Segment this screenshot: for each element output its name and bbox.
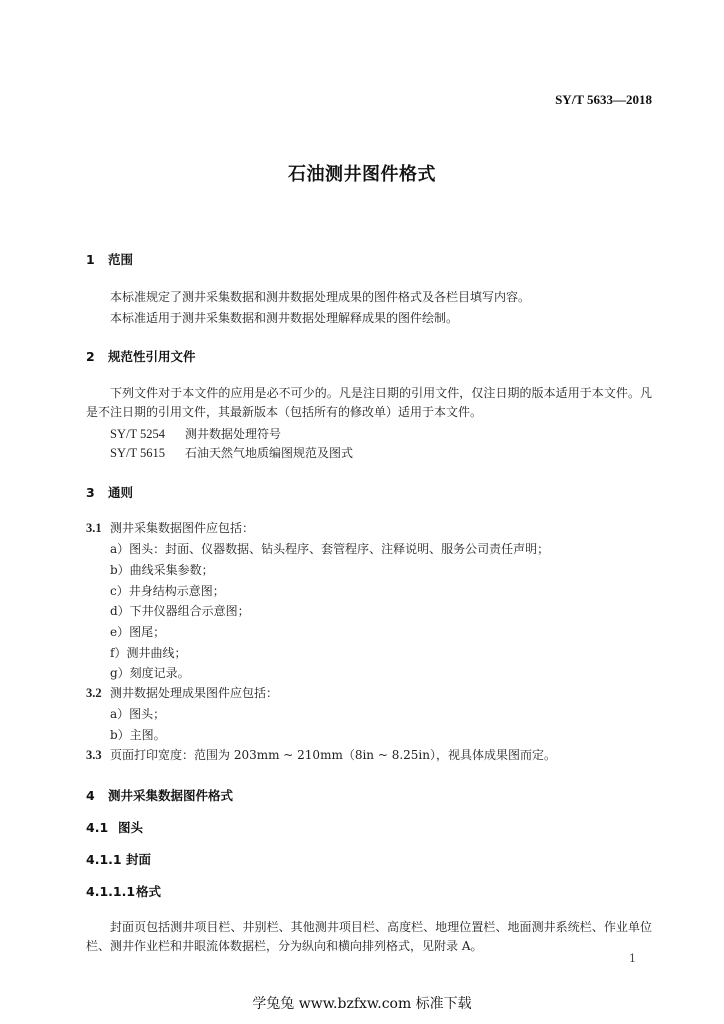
reference-code: SY/T 5615 [110,446,165,460]
section-number: 4.1 [86,820,109,835]
list-item: f）测井曲线； [110,646,187,660]
list-item: g）刻度记录。 [110,666,190,680]
section-4-1-1-heading [86,850,151,868]
list-item: a）图头； [110,707,166,721]
footer-watermark: 学兔兔 www.bzfxw.com 标准下载 [252,996,472,1012]
clause-number: 3.3 [86,748,102,762]
clause-3-3 [86,746,556,765]
section-number: 4.1.1.1 [86,884,136,899]
document-title: 石油测井图件格式 [288,164,436,185]
section-1-heading [86,250,133,268]
list-item: a）图头：封面、仪器数据、钻头程序、套管程序、注释说明、服务公司责任声明； [110,542,550,556]
clause-number: 3.2 [86,686,102,700]
reference-item [110,425,281,444]
clause-3-2 [86,684,278,703]
reference-name: 石油天然气地质编图规范及图式 [185,446,354,460]
clause-text: 测井采集数据图件应包括： [110,521,255,535]
section-title: 范围 [108,252,134,267]
clause-text: 页面打印宽度：范围为 203mm ~ 210mm（8in ~ 8.25in），视具体成果图而定。 [110,748,556,762]
section-3-heading [86,483,133,501]
list-item: b）曲线采集参数； [110,563,214,577]
section-number: 4 [86,788,95,803]
section-title: 规范性引用文件 [108,349,196,364]
section-number: 3 [86,485,95,500]
section-title: 格式 [136,884,162,899]
clause-3-1 [86,519,254,538]
section-title: 封面 [126,852,152,867]
section-4-1-heading [86,818,143,836]
standard-code: SY/T 5633—2018 [555,92,652,107]
list-item: c）井身结构示意图； [110,584,225,598]
section-title: 测井采集数据图件格式 [108,788,234,803]
paragraph: 本标准适用于测井采集数据和测井数据处理解释成果的图件绘制。 [110,311,459,325]
section-number: 1 [86,252,95,267]
clause-text: 测井数据处理成果图件应包括： [110,686,279,700]
paragraph: 封面页包括测井项目栏、井别栏、其他测井项目栏、高度栏、地理位置栏、地面测井系统栏、作业单位栏、测井作业栏和井眼流体数据栏，分为纵向和横向排列格式，见附录 A。 [86,920,652,953]
section-4-1-1-1-heading [86,882,161,900]
reference-item [110,444,353,463]
list-item: d）下井仪器组合示意图； [110,604,250,618]
section-title: 图头 [118,820,144,835]
reference-code: SY/T 5254 [110,427,165,441]
reference-name: 测井数据处理符号 [185,427,282,441]
section-title: 通则 [108,485,134,500]
list-item: b）主图。 [110,728,166,742]
section-4-heading [86,786,233,804]
section-2-heading [86,347,196,365]
section-number: 4.1.1 [86,852,122,867]
page-number: 1 [629,952,636,965]
list-item: e）图尾； [110,625,166,639]
paragraph: 本标准规定了测井采集数据和测井数据处理成果的图件格式及各栏目填写内容。 [110,290,531,304]
section-number: 2 [86,349,95,364]
clause-number: 3.1 [86,521,102,535]
paragraph: 下列文件对于本文件的应用是必不可少的。凡是注日期的引用文件，仅注日期的版本适用于本文件。凡是不注日期的引用文件，其最新版本（包括所有的修改单）适用于本文件。 [86,386,652,419]
